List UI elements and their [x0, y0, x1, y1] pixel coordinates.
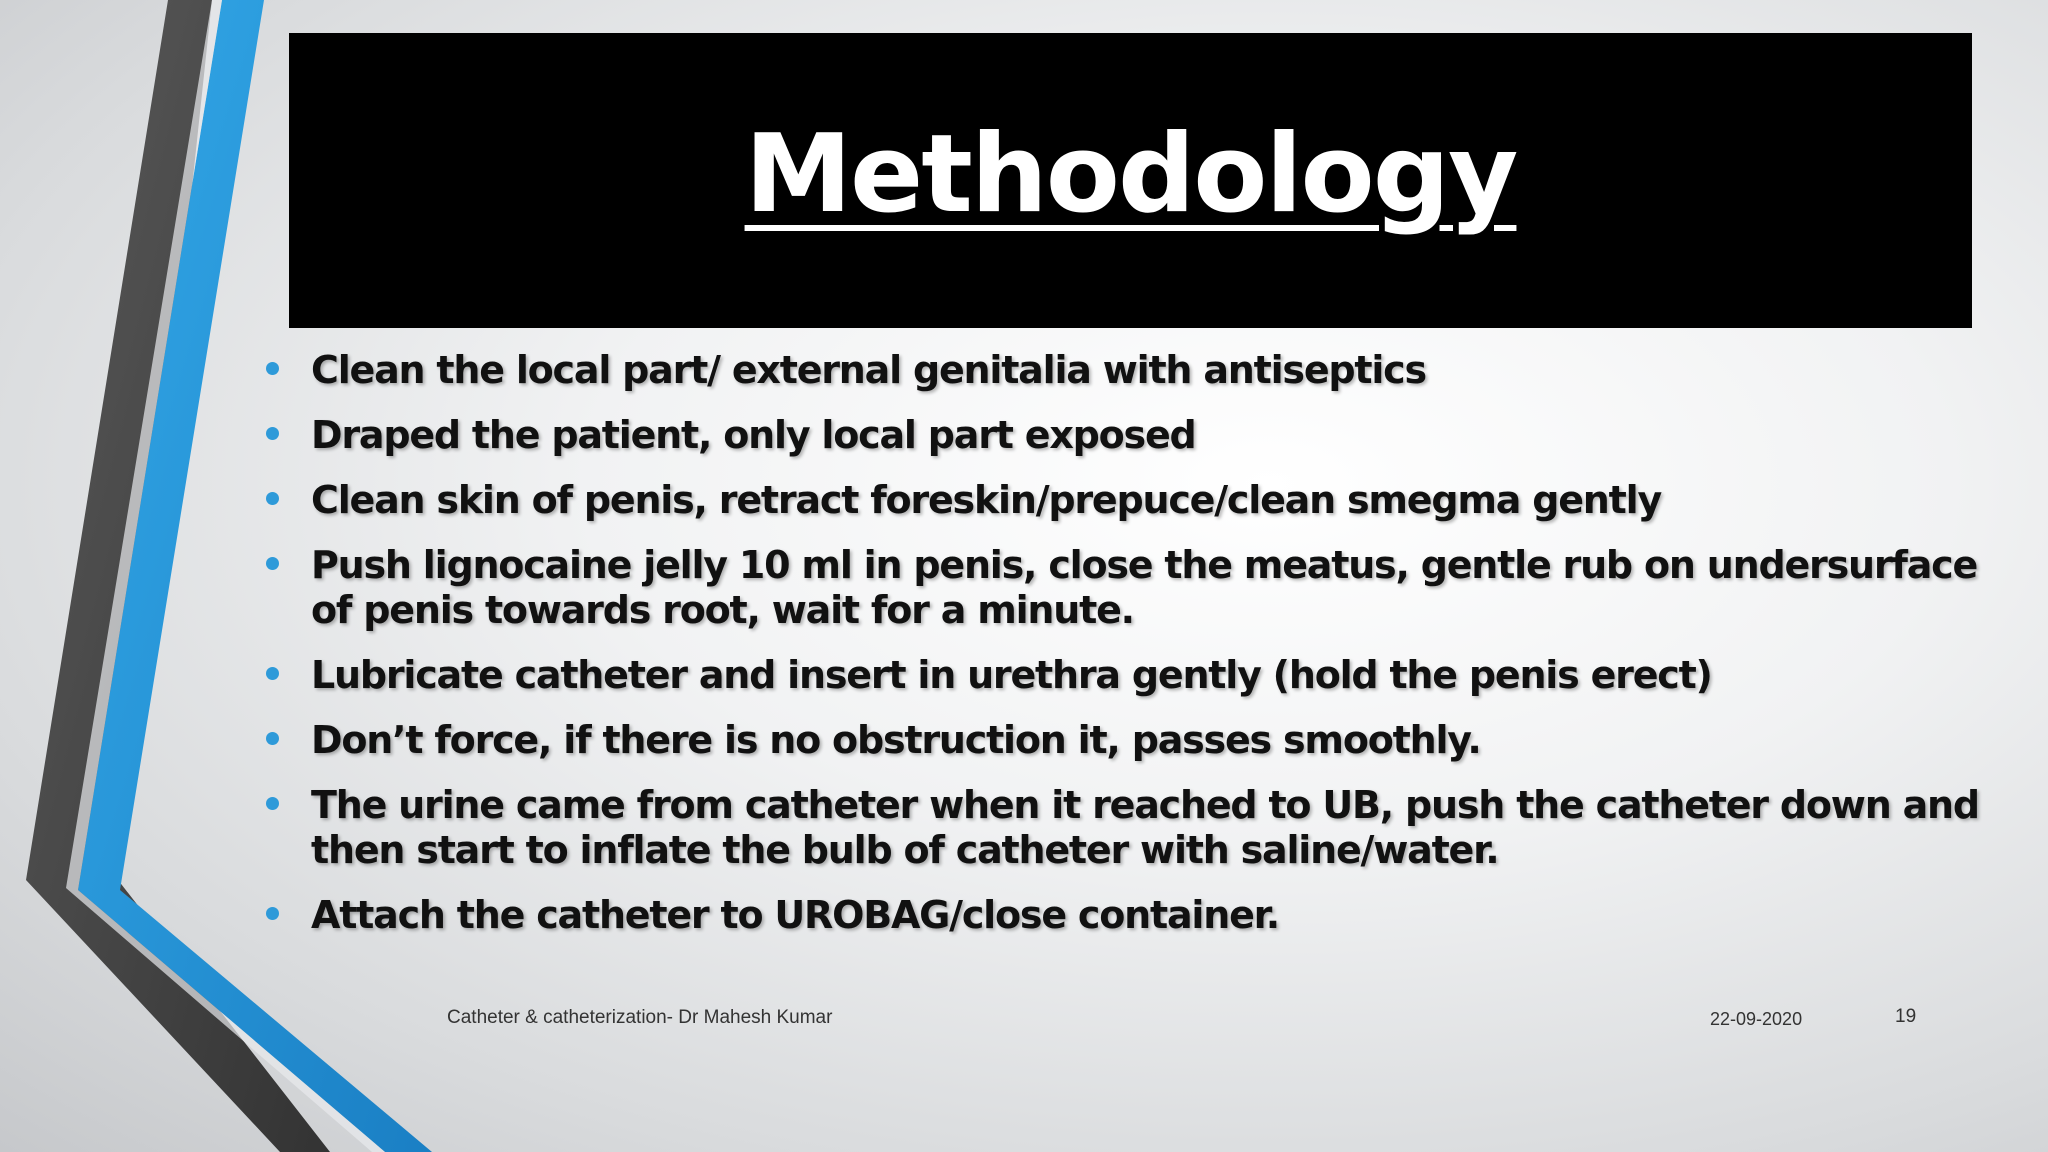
bullet-dot-icon [266, 362, 279, 375]
title-banner [289, 33, 1972, 328]
bullet-text: The urine came from catheter when it reached to UB, push the catheter down and then start to inflate the bulb of catheter with saline/water. [311, 783, 1979, 872]
bullet-text: Don’t force, if there is no obstruction it, passes smoothly. [311, 718, 1481, 762]
bullet-dot-icon [266, 907, 279, 920]
bullet-text: Lubricate catheter and insert in urethra gently (hold the penis erect) [311, 653, 1712, 697]
list-item [266, 653, 1986, 698]
list-item [266, 413, 1986, 458]
list-item [266, 718, 1986, 763]
bullet-text: Attach the catheter to UROBAG/close container. [311, 893, 1280, 937]
footer-date: 22-09-2020 [1710, 1009, 1803, 1029]
list-item [266, 783, 1986, 873]
bullet-dot-icon [266, 797, 279, 810]
bullet-text: Clean the local part/ external genitalia with antiseptics [311, 348, 1426, 392]
bullet-dot-icon [266, 732, 279, 745]
footer-caption: Catheter & catheterization- Dr Mahesh Kumar [447, 1007, 833, 1028]
list-item [266, 893, 1986, 938]
bullet-list [266, 348, 1986, 958]
slide-title: Methodology [744, 112, 1517, 237]
bullet-dot-icon [266, 557, 279, 570]
bullet-dot-icon [266, 427, 279, 440]
bullet-text: Clean skin of penis, retract foreskin/prepuce/clean smegma gently [311, 478, 1662, 522]
bullet-dot-icon [266, 667, 279, 680]
bullet-text: Push lignocaine jelly 10 ml in penis, close the meatus, gentle rub on undersurface of penis towards root, wait for a minute. [311, 543, 1978, 632]
list-item [266, 543, 1986, 633]
list-item [266, 348, 1986, 393]
bullet-text: Draped the patient, only local part exposed [311, 413, 1196, 457]
bullet-dot-icon [266, 492, 279, 505]
list-item [266, 478, 1986, 523]
page-number: 19 [1895, 1006, 1917, 1027]
